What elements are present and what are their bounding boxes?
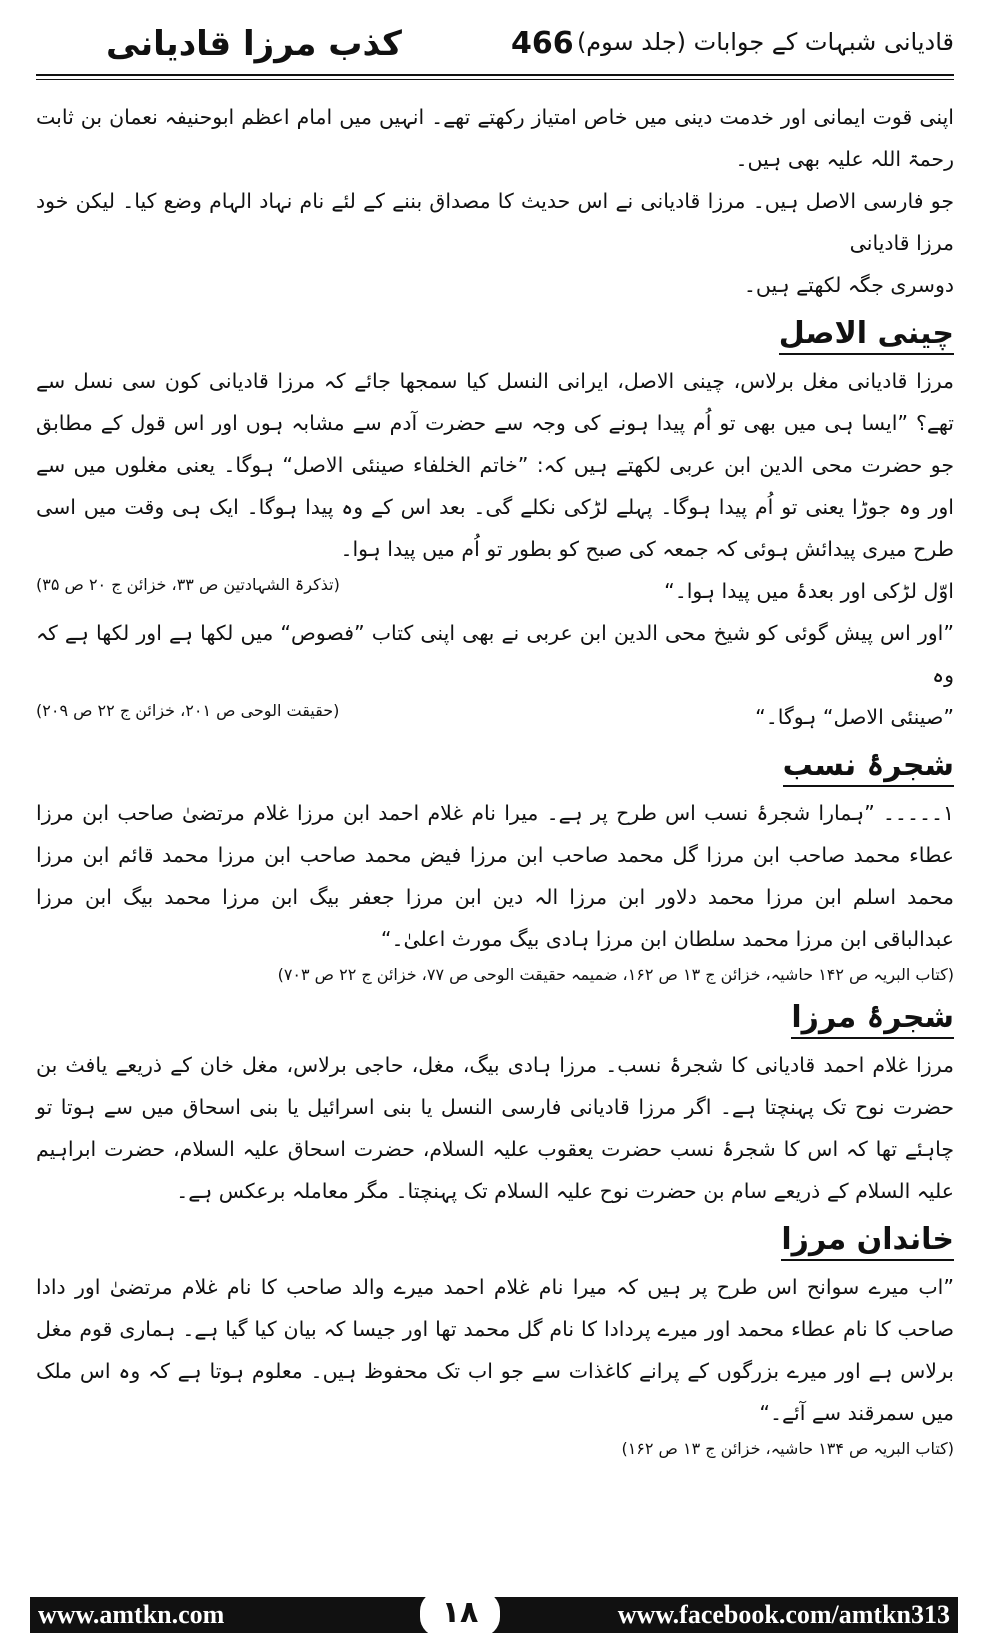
citation: (حقیقت الوحی ص ۲۰۱، خزائن ج ۲۲ ص ۲۰۹) — [36, 701, 340, 720]
header-rule — [36, 74, 954, 76]
book-title: کذب مرزا قادیانی — [106, 24, 402, 64]
citation-row — [36, 696, 954, 738]
page-footer — [30, 1597, 958, 1633]
section-heading-khandan-mirza: خاندان مرزا — [36, 1218, 954, 1262]
citation: (کتاب البریہ ص ۱۴۲ حاشیہ، خزائن ج ۱۳ ص ۱۶۲، ضمیمہ حقیقت الوحی ص ۷۷، خزائن ج ۲۲ ص ۷۰۳) — [277, 965, 954, 984]
page-header — [36, 22, 954, 72]
paragraph-end: اوّل لڑکی اور بعدۂ میں پیدا ہوا۔“ — [664, 579, 954, 603]
page-badge — [420, 1591, 500, 1637]
citation: (تذکرۃ الشہادتین ص ۳۳، خزائن ج ۲۰ ص ۳۵) — [36, 575, 340, 594]
section-heading-chini-ul-asal: چینی الاصل — [36, 312, 954, 356]
section-heading-shajra-mirza: شجرۂ مرزا — [36, 996, 954, 1040]
website-link[interactable]: www.amtkn.com — [38, 1600, 225, 1629]
paragraph: مرزا قادیانی مغل برلاس، چینی الاصل، ایرانی النسل کیا سمجھا جائے کہ مرزا قادیانی کون سی نسل سے تھے؟ ”ایسا ہی میں بھی تو اُم پیدا ہونے کی وجہ سے حضرت آدم سے مشابہ ہوں اور اس قول کے مطابق جو حضرت محی الدین ابن عربی لکھتے ہیں کہ: ”خاتم الخلفاء صینئی الاصل“ ہوگا۔ یعنی مغلوں میں سے اور وہ جوڑا یعنی تو اُم پیدا ہوگا۔ پہلے لڑکی نکلے گی۔ بعد اس کے وہ پیدا ہوگا۔ ایک ہی وقت میں اسی طرح میری پیدائش ہوئی کہ جمعہ کی صبح کو بطور تو اُم میں پیدا ہوا۔ — [36, 369, 954, 561]
paragraph: ”اب میرے سوانح اس طرح پر ہیں کہ میرا نام غلام احمد میرے والد صاحب کا نام غلام مرتضیٰ اور دادا صاحب کا نام عطاء محمد اور میرے پردادا کا نام گل محمد تھا اور جیسا کہ بیان کیا گیا ہے۔ ہماری قوم مغل برلاس ہے اور میرے بزرگوں کے پرانے کاغذات سے جو اب تک محفوظ ہیں۔ معلوم ہوتا ہے کہ وہ اس ملک میں سمرقند سے آئے۔“ — [36, 1275, 954, 1425]
intro-line: اپنی قوت ایمانی اور خدمت دینی میں خاص امتیاز رکھتے تھے۔ انہیں میں امام اعظم ابوحنیفہ نعمان بن ثابت رحمۃ اللہ علیہ بھی ہیں۔ — [36, 105, 954, 171]
intro-line: دوسری جگہ لکھتے ہیں۔ — [743, 273, 954, 297]
citation-row — [36, 960, 954, 990]
section-heading-shajra-nasab: شجرۂ نسب — [36, 744, 954, 788]
paragraph: ۱۔۔۔۔۔ ”ہمارا شجرۂ نسب اس طرح پر ہے۔ میرا نام غلام احمد ابن مرزا غلام مرتضیٰ صاحب ابن مرزا عطاء محمد صاحب ابن مرزا گل محمد صاحب ابن مرزا فیض محمد صاحب ابن مرزا محمد قائم ابن مرزا محمد اسلم ابن مرزا محمد دلاور ابن مرزا الہ دین ابن مرزا جعفر بیگ ابن مرزا محمد بیگ ابن مرزا عبدالباقی ابن مرزا محمد سلطان ابن مرزا ہادی بیگ مورث اعلیٰ۔“ — [36, 801, 954, 951]
footer-page-number: ۱۸ — [441, 1595, 479, 1630]
page-content — [36, 96, 954, 1464]
citation-row — [36, 1434, 954, 1464]
citation: (کتاب البریہ ص ۱۳۴ حاشیہ، خزائن ج ۱۳ ص ۱۶۲) — [621, 1439, 954, 1458]
paragraph: مرزا غلام احمد قادیانی کا شجرۂ نسب۔ مرزا ہادی بیگ، مغل، حاجی برلاس، مغل خان کے ذریعے یافث بن حضرت نوح تک پہنچتا ہے۔ اگر مرزا قادیانی فارسی النسل یا بنی اسرائیل یا بنی اسحاق میں سے ہوتا تو چاہئے تھا کہ اس کا شجرۂ نسب حضرت یعقوب علیہ السلام، حضرت اسحاق علیہ السلام، حضرت ابراہیم علیہ السلام کے ذریعے سام بن حضرت نوح علیہ السلام تک پہنچتا۔ مگر معاملہ برعکس ہے۔ — [36, 1053, 954, 1203]
series-title: قادیانی شبہات کے جوابات (جلد سوم) — [576, 28, 954, 56]
intro-line: جو فارسی الاصل ہیں۔ مرزا قادیانی نے اس حدیث کا مصداق بننے کے لئے نام نہاد الہام وضع کیا۔ لیکن خود مرزا قادیانی — [36, 189, 954, 255]
paragraph: ”اور اس پیش گوئی کو شیخ محی الدین ابن عربی نے بھی اپنی کتاب ”فصوص“ میں لکھا ہے اور لکھا ہے کہ وہ — [36, 621, 954, 687]
page-number: 466 — [511, 26, 574, 61]
header-rule-thin — [36, 79, 954, 80]
facebook-link[interactable]: www.facebook.com/amtkn313 — [617, 1600, 950, 1629]
citation-row — [36, 570, 954, 612]
paragraph-end: ”صینئی الاصل“ ہوگا۔“ — [755, 705, 954, 729]
